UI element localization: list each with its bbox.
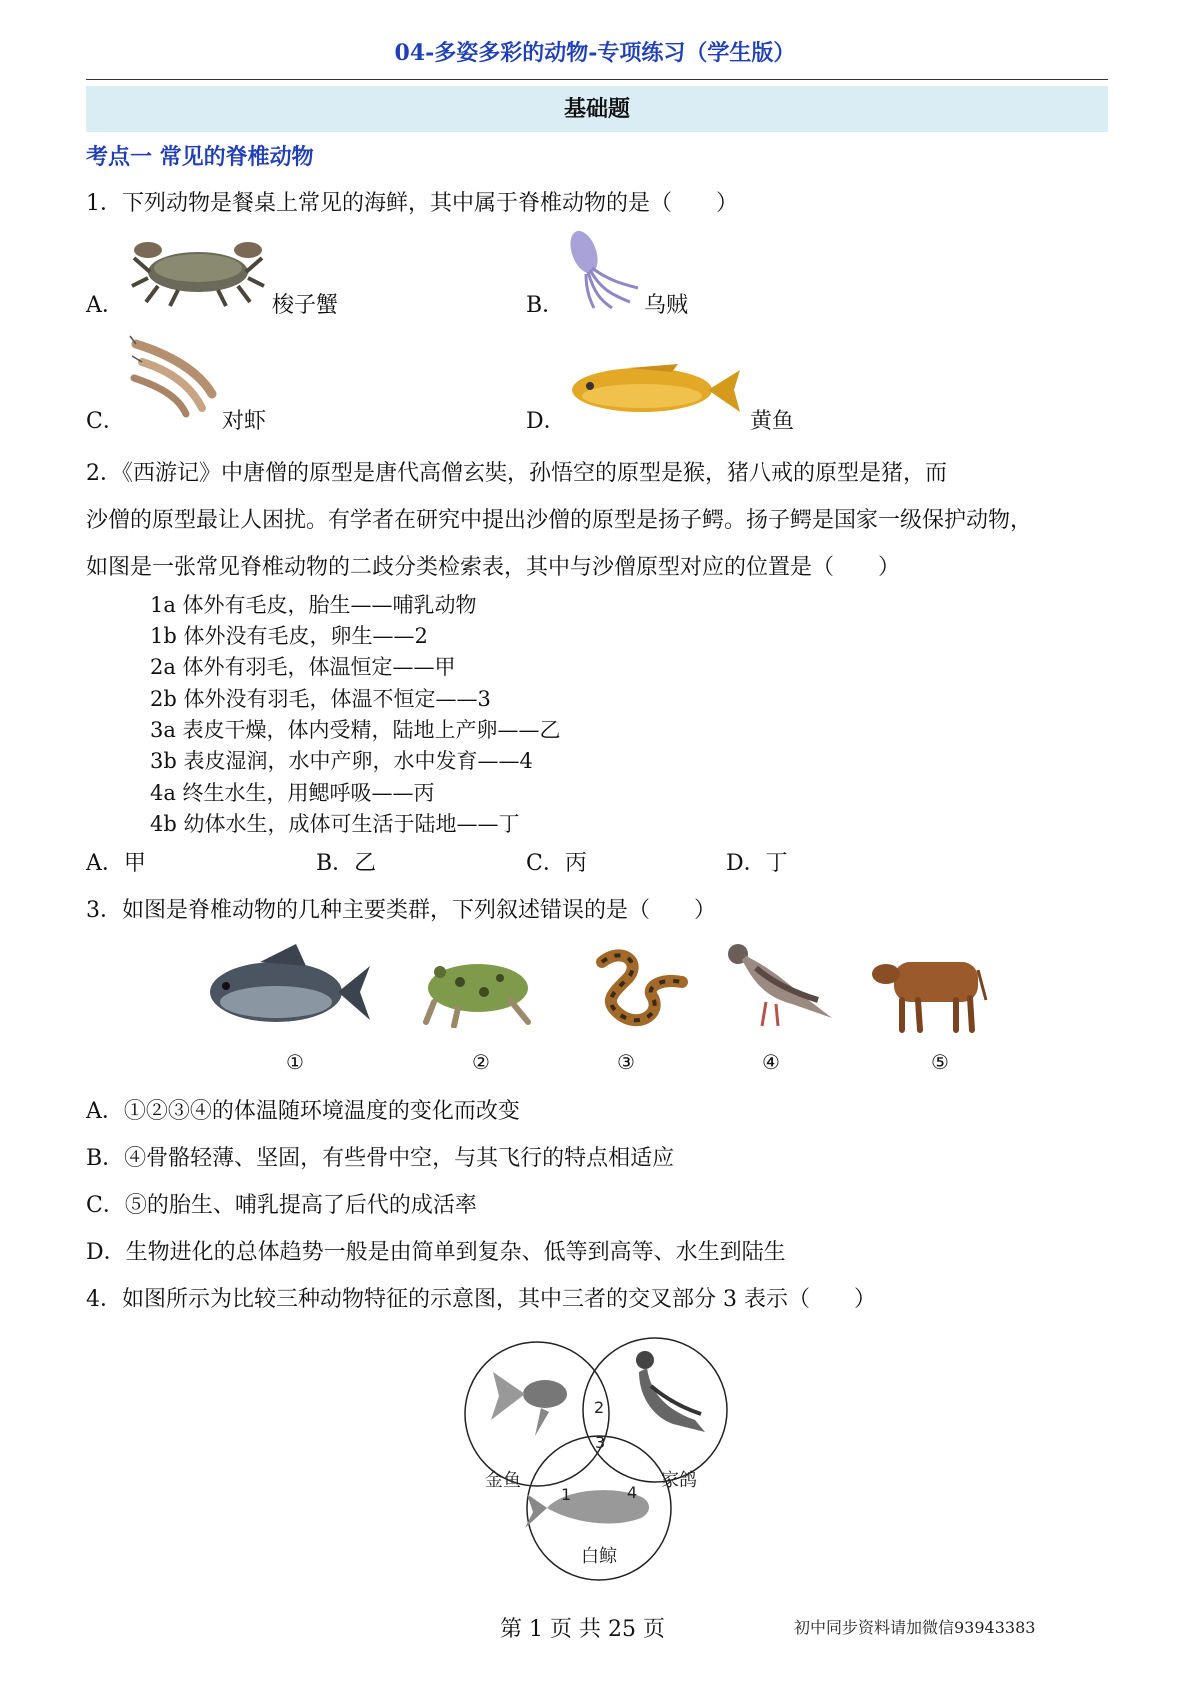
shrimp-image <box>128 334 218 418</box>
venn-region-number: 4 <box>627 1483 638 1502</box>
venn-region-number: 3 <box>595 1433 606 1452</box>
venn-region-number: 1 <box>561 1485 572 1504</box>
section-band: 基础题 <box>86 86 1108 132</box>
section-heading: 考点一 常见的脊椎动物 <box>86 144 314 170</box>
key-item: 3b 表皮湿润，水中产卵，水中发育——4 <box>150 749 533 773</box>
q2-option-d: D．丁 <box>726 851 788 876</box>
key-item: 1b 体外没有毛皮，卵生——2 <box>150 624 428 648</box>
q3-option-d: D．生物进化的总体趋势一般是由简单到复杂、低等到高等、水生到陆生 <box>86 1240 786 1265</box>
venn-pigeon-image <box>636 1351 705 1432</box>
question-1-stem: 1．下列动物是餐桌上常见的海鲜，其中属于脊椎动物的是（ ） <box>86 191 738 216</box>
question-2-line-3: 如图是一张常见脊椎动物的二歧分类检索表，其中与沙僧原型对应的位置是（ ） <box>86 555 901 580</box>
q1-option-c-letter: C． <box>86 409 125 434</box>
venn-region-number: 2 <box>594 1398 605 1417</box>
q2-option-a: A．甲 <box>86 851 146 876</box>
animal-number: ② <box>472 1050 490 1074</box>
q1-option-d-letter: D． <box>526 409 566 434</box>
q1-option-a-label: 梭子蟹 <box>272 293 339 318</box>
animal-number: ⑤ <box>931 1050 949 1074</box>
document-title: 04-多姿多彩的动物-专项练习（学生版） <box>394 40 796 66</box>
key-item: 4b 幼体水生，成体可生活于陆地——丁 <box>150 812 520 836</box>
q1-option-d-label: 黄鱼 <box>750 409 795 434</box>
q3-option-b: B．④骨骼轻薄、坚固，有些骨中空，与其飞行的特点相适应 <box>86 1146 675 1171</box>
key-item: 4a 终生水生，用鳃呼吸——丙 <box>150 781 435 805</box>
frog-image <box>418 948 538 1028</box>
fish-image <box>200 940 372 1036</box>
q1-option-b-label: 乌贼 <box>644 293 689 318</box>
venn-diagram <box>455 1328 745 1584</box>
footer-watermark: 初中同步资料请加微信93943383 <box>794 1618 1036 1637</box>
key-item: 2a 体外有羽毛，体温恒定——甲 <box>150 655 456 679</box>
venn-label-goldfish: 金鱼 <box>485 1470 521 1491</box>
key-item: 1a 体外有毛皮，胎生——哺乳动物 <box>150 593 477 617</box>
venn-label-beluga: 白鲸 <box>581 1546 617 1567</box>
snake-image <box>582 942 692 1030</box>
cow-image <box>868 950 988 1034</box>
q1-option-b-letter: B． <box>526 293 565 318</box>
q1-option-c-label: 对虾 <box>222 409 267 434</box>
page-number: 第 1 页 共 25 页 <box>500 1617 665 1642</box>
q3-option-c: C．⑤的胎生、哺乳提高了后代的成活率 <box>86 1193 477 1218</box>
question-3-stem: 3．如图是脊椎动物的几种主要类群，下列叙述错误的是（ ） <box>86 898 716 923</box>
yellow-croaker-image <box>568 358 744 422</box>
squid-image <box>560 228 640 310</box>
venn-label-pigeon: 家鸽 <box>661 1470 697 1491</box>
question-4-stem: 4．如图所示为比较三种动物特征的示意图，其中三者的交叉部分 3 表示（ ） <box>86 1287 876 1312</box>
q3-option-a: A．①②③④的体温随环境温度的变化而改变 <box>86 1099 520 1124</box>
animal-number: ① <box>286 1050 304 1074</box>
pigeon-image <box>722 938 834 1034</box>
header-divider <box>86 79 1108 80</box>
animal-number: ③ <box>617 1050 635 1074</box>
animal-number: ④ <box>762 1050 780 1074</box>
q2-option-c: C．丙 <box>526 851 587 876</box>
goldfish-circle <box>465 1342 609 1486</box>
goldfish-image <box>491 1372 567 1436</box>
key-item: 3a 表皮干燥，体内受精，陆地上产卵——乙 <box>150 718 561 742</box>
question-2-line-2: 沙僧的原型最让人困扰。有学者在研究中提出沙僧的原型是扬子鳄。扬子鳄是国家一级保护动物， <box>86 508 1033 533</box>
key-item: 2b 体外没有羽毛，体温不恒定——3 <box>150 687 491 711</box>
q2-option-b: B．乙 <box>316 851 377 876</box>
crab-image <box>128 228 268 308</box>
q1-option-a-letter: A． <box>86 293 124 318</box>
question-2-line-1: 2．《西游记》中唐僧的原型是唐代高僧玄奘，孙悟空的原型是猴，猪八戒的原型是猪，而 <box>86 461 948 486</box>
